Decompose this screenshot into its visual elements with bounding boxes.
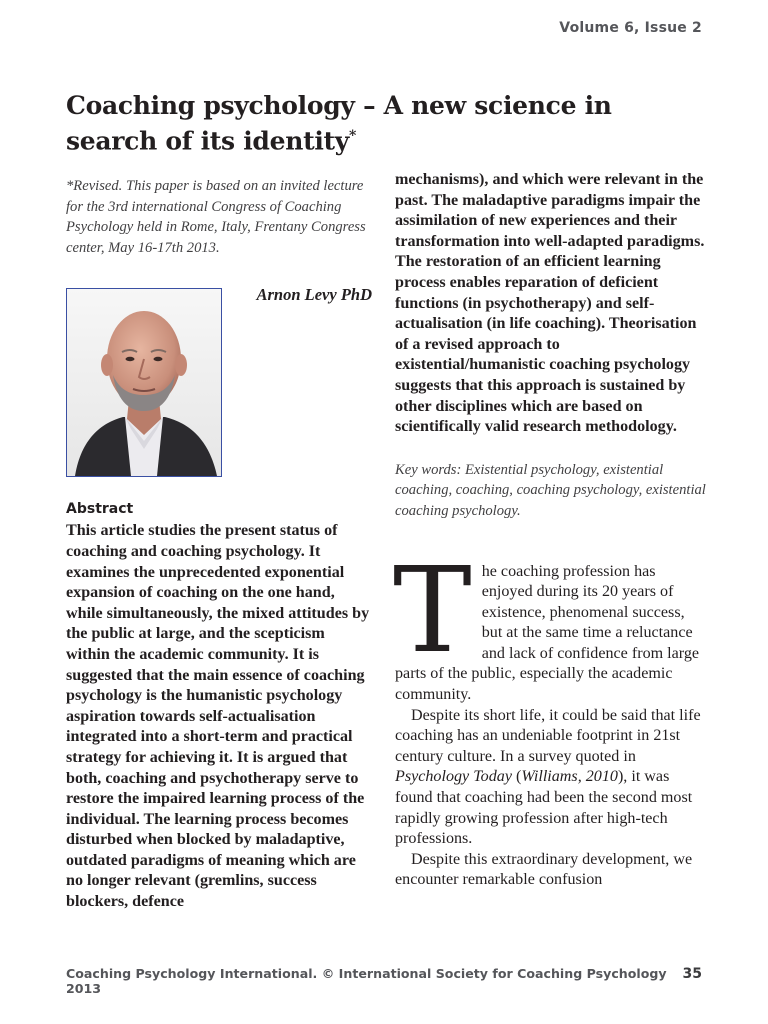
body-paragraph-3: Despite this extraordinary development, we encounter remarkable confusion [395,850,693,889]
keywords: Key words: Existential psychology, existential coaching, coaching, coaching psychology, existential coaching psychology. [395,461,706,519]
left-column [66,176,372,913]
article-title [66,90,706,156]
paragraph-2-text-a: Despite its short life, it could be said that life coaching has an undeniable footprint in 21st century culture. In a survey quoted in [395,706,701,765]
paragraph-2-text-c: ), it was found that coaching had been the second most rapidly growing profession after high-tech professions. [395,768,693,848]
article-body [393,540,707,892]
body-paragraph-2 [395,706,707,850]
abstract-heading: Abstract [66,501,134,518]
page-number: 35 [682,966,702,982]
page-footer [66,966,702,996]
abstract-continued: mechanisms), and which were relevant in the past. The maladaptive paradigms impair the assimilation of new experiences and their transformation into well-adapted paradigms. The restoration of an efficient learning process enables reparation of deficient functions (in psychotherapy) and self-actualisation (in life coaching). Theorisation of a revised approach to existential/humanistic coaching psychology suggests that this approach is sustained by other disciplines which are based on scientifically valid research methodology. [395,171,705,436]
author-name: Arnon Levy PhD [256,285,372,305]
revised-note: *Revised. This paper is based on an invited lecture for the 3rd international Congress of Coaching Psychology held in Rome, Italy, Frentany Congress center, May 16-17th 2013. [66,178,366,256]
title-footnote-mark: * [349,128,357,144]
footer-text: Coaching Psychology International. © International Society for Coaching Psychology 2013 [66,966,667,996]
article-title-text: Coaching psychology – A new science in search of its identity [66,91,612,156]
body-paragraph-1-text: he coaching profession has enjoyed during its 20 years of existence, phenomenal success, but at the same time a reluctance and lack of confidence from large parts of the public, especially the academic community. [395,562,700,704]
volume-issue: Volume 6, Issue 2 [559,20,702,36]
body-paragraph-1 [393,540,707,706]
drop-cap: T [393,540,472,679]
citation: Williams, 2010 [521,768,618,786]
author-block [66,280,372,470]
author-photo [66,288,222,477]
right-column [395,170,707,891]
paragraph-2-text-b: ( [511,768,522,786]
journal-name: Psychology Today [395,768,512,786]
abstract-text: This article studies the present status of coaching and coaching psychology. It examines the unprecedented exponential expansion of coaching on the one hand, while simultaneously, the mixed attitudes by the public at large, and the scepticism within the academic community. It is suggested that the main essence of coaching psychology is the humanistic psychology aspiration towards self-actualisation integrated into a short-term and practical strategy for achieving it. It is argued that both, coaching and psychotherapy serve to restore the impaired learning process of the individual. The learning process becomes disturbed when blocked by maladaptive, outdated paradigms of meaning which are no longer relevant (gremlins, success blockers, defence [66,522,370,911]
